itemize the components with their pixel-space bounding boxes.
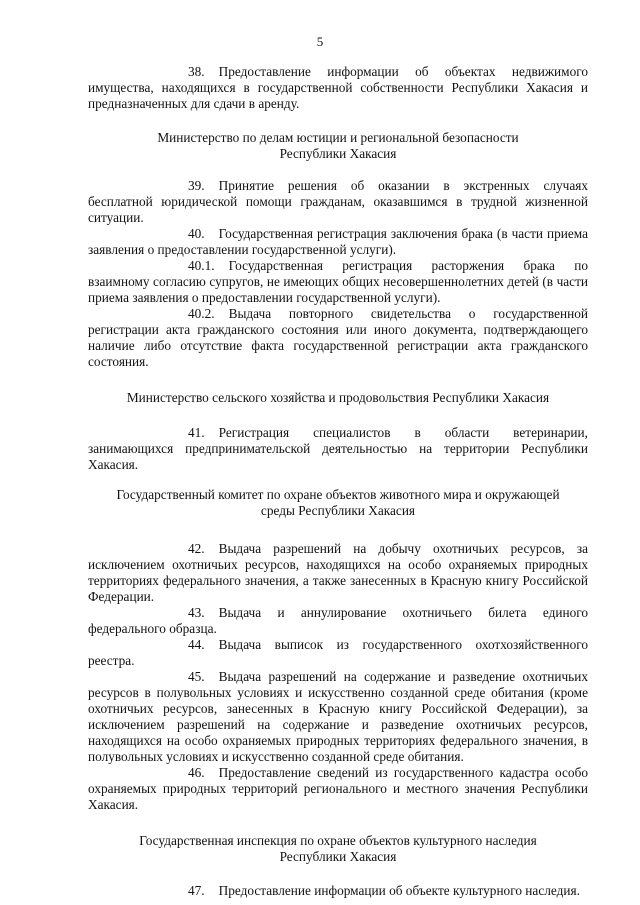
- item-number: 40.2.: [188, 306, 215, 321]
- item-text: Выдача повторного свидетельства о государственной регистрации акта гражданского состояния или иного документа, подтверждающего наличие либо отсутствие факта государственной регистрации акта гражданского состояния.: [88, 306, 588, 369]
- section-heading-wildlife: [88, 487, 588, 519]
- item-number: 46.: [188, 765, 205, 780]
- section-heading-heritage: [88, 833, 588, 865]
- item-text: Предоставление информации об объектах недвижимого имущества, находящихся в государственной собственности Республики Хакасия и предназначенных для сдачи в аренду.: [88, 64, 588, 111]
- item-number: 43.: [188, 605, 205, 620]
- heading-line: Государственный комитет по охране объектов животного мира и окружающей: [116, 487, 560, 502]
- list-item-47: [88, 883, 588, 899]
- list-item-41: [88, 425, 588, 473]
- document-body: [88, 64, 588, 899]
- item-text: Государственная регистрация расторжения брака по взаимному согласию супругов, не имеющих общих несовершеннолетних детей (в части приема заявления о предоставлении государственной услуги).: [88, 258, 588, 305]
- list-item-39: [88, 178, 588, 226]
- item-text: Выдача разрешений на содержание и разведение охотничьих ресурсов в полувольных условиях и искусственно созданной среде обитания (кроме охотничьих ресурсов, занесенных в Красную книгу Российской Федерации), за исключением разрешений на содержание и разведение охотничьих ресурсов, находящихся на особо охраняемых природных территориях федерального значения, в полувольных условиях и искусственно созданной среде обитания.: [88, 669, 588, 764]
- item-text: Принятие решения об оказании в экстренных случаях бесплатной юридической помощи гражданам, оказавшимся в трудной жизненной ситуации.: [88, 178, 588, 225]
- list-item-43: [88, 605, 588, 637]
- heading-line: Министерство по делам юстиции и региональной безопасности: [157, 130, 519, 145]
- item-text: Предоставление информации об объекте культурного наследия.: [218, 883, 580, 898]
- item-number: 42.: [188, 541, 205, 556]
- heading-line: Республики Хакасия: [279, 146, 397, 161]
- section-heading-justice: [88, 130, 588, 162]
- item-number: 45.: [188, 669, 205, 684]
- item-text: Выдача разрешений на добычу охотничьих ресурсов, за исключением охотничьих ресурсов, находящихся на особо охраняемых природных территориях федерального значения, а также занесенных в Красную книгу Российской Федерации.: [88, 541, 588, 604]
- section-heading-agriculture: [88, 390, 588, 406]
- list-item-40: [88, 226, 588, 258]
- list-item-44: [88, 637, 588, 669]
- item-text: Предоставление сведений из государственного кадастра особо охраняемых природных территорий регионального и местного значения Республики Хакасия.: [88, 765, 588, 812]
- list-item-45: [88, 669, 588, 765]
- heading-line: Республики Хакасия: [279, 849, 397, 864]
- item-number: 44.: [188, 637, 205, 652]
- list-item-38: [88, 64, 588, 112]
- item-text: Регистрация специалистов в области ветеринарии, занимающихся предпринимательской деятельностью на территории Республики Хакасия.: [88, 425, 588, 472]
- item-number: 38.: [188, 64, 205, 79]
- heading-line: среды Республики Хакасия: [260, 503, 416, 518]
- item-number: 47.: [188, 883, 205, 898]
- item-text: Государственная регистрация заключения брака (в части приема заявления о предоставлении государственной услуги).: [88, 226, 588, 257]
- item-number: 40.: [188, 226, 205, 241]
- list-item-46: [88, 765, 588, 813]
- list-item-40-2: [88, 306, 588, 370]
- item-text: Выдача и аннулирование охотничьего билета единого федерального образца.: [88, 605, 588, 636]
- list-item-40-1: [88, 258, 588, 306]
- item-number: 41.: [188, 425, 205, 440]
- item-number: 39.: [188, 178, 205, 193]
- item-number: 40.1.: [188, 258, 215, 273]
- item-text: Выдача выписок из государственного охотхозяйственного реестра.: [88, 637, 588, 668]
- heading-line: Государственная инспекция по охране объектов культурного наследия: [139, 833, 537, 848]
- heading-line: Министерство сельского хозяйства и продовольствия Республики Хакасия: [126, 390, 550, 405]
- page-number: 5: [316, 34, 324, 49]
- list-item-42: [88, 541, 588, 605]
